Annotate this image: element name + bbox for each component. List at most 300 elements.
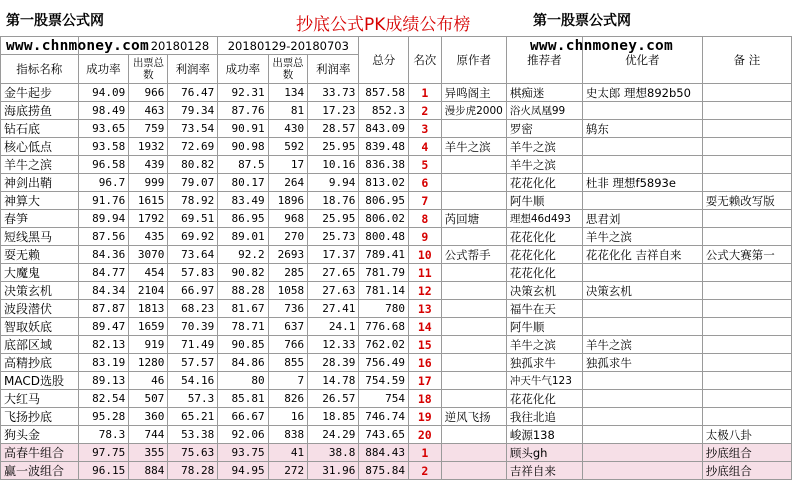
ticket-count-1-cell: 507: [129, 390, 168, 408]
success-rate-2-cell: 80.17: [218, 174, 268, 192]
ticket-count-2-cell: 1896: [268, 192, 308, 210]
total-score-cell: 776.68: [359, 318, 409, 336]
table-row: [1, 138, 792, 156]
recommender-cell: 棋痴迷: [506, 84, 582, 102]
col-header-success-2: 成功率: [218, 55, 268, 84]
profit-rate-1-cell: 78.28: [168, 462, 218, 480]
table-row: [1, 408, 792, 426]
brand-right: 第一股票公式网: [533, 13, 631, 29]
success-rate-2-cell: 90.98: [218, 138, 268, 156]
total-score-cell: 839.48: [359, 138, 409, 156]
success-rate-1-cell: 98.49: [78, 102, 129, 120]
success-rate-1-cell: 78.3: [78, 426, 129, 444]
ticket-count-2-cell: 968: [268, 210, 308, 228]
success-rate-2-cell: 93.75: [218, 444, 268, 462]
remark-cell: [702, 264, 791, 282]
recommender-cell: 阿牛顺: [506, 318, 582, 336]
profit-rate-2-cell: 25.95: [308, 138, 359, 156]
indicator-name-cell: 高春牛组合: [1, 444, 79, 462]
remark-cell: [702, 102, 791, 120]
total-score-cell: 857.58: [359, 84, 409, 102]
profit-rate-2-cell: 18.76: [308, 192, 359, 210]
success-rate-1-cell: 82.13: [78, 336, 129, 354]
table-row: [1, 228, 792, 246]
remark-cell: [702, 138, 791, 156]
success-rate-2-cell: 92.06: [218, 426, 268, 444]
total-score-cell: 789.41: [359, 246, 409, 264]
success-rate-1-cell: 97.75: [78, 444, 129, 462]
col-header-rank: 名次: [409, 37, 442, 84]
rank-cell: 20: [409, 426, 442, 444]
period-2-label: 20180129-20180703: [218, 37, 359, 55]
author-cell: [441, 120, 506, 138]
remark-cell: [702, 120, 791, 138]
rank-cell: 10: [409, 246, 442, 264]
indicator-name-cell: 耍无赖: [1, 246, 79, 264]
profit-rate-2-cell: 9.94: [308, 174, 359, 192]
ticket-count-2-cell: 270: [268, 228, 308, 246]
col-header-count-1: 出票总数: [129, 55, 168, 84]
ticket-count-2-cell: 81: [268, 102, 308, 120]
optimizer-cell: [582, 300, 702, 318]
rank-cell: 18: [409, 390, 442, 408]
optimizer-cell: 杜非 理想f5893e: [582, 174, 702, 192]
remark-cell: [702, 282, 791, 300]
ranking-rows: [1, 84, 792, 444]
indicator-name-cell: 赢一波组合: [1, 462, 79, 480]
table-row: [1, 426, 792, 444]
optimizer-cell: [582, 372, 702, 390]
success-rate-2-cell: 92.2: [218, 246, 268, 264]
col-header-total: 总分: [359, 37, 409, 84]
ticket-count-1-cell: 439: [129, 156, 168, 174]
ticket-count-2-cell: 285: [268, 264, 308, 282]
remark-cell: [702, 174, 791, 192]
indicator-name-cell: 高精抄底: [1, 354, 79, 372]
profit-rate-2-cell: 17.23: [308, 102, 359, 120]
success-rate-2-cell: 83.49: [218, 192, 268, 210]
table-row: [1, 120, 792, 138]
success-rate-2-cell: 78.71: [218, 318, 268, 336]
success-rate-1-cell: 83.19: [78, 354, 129, 372]
recommender-cell: 理想46d493: [506, 210, 582, 228]
col-header-author: 原作者: [441, 37, 506, 84]
optimizer-cell: [582, 102, 702, 120]
indicator-name-cell: 神剑出鞘: [1, 174, 79, 192]
success-rate-1-cell: 93.65: [78, 120, 129, 138]
profit-rate-1-cell: 57.57: [168, 354, 218, 372]
ticket-count-2-cell: 41: [268, 444, 308, 462]
ticket-count-2-cell: 592: [268, 138, 308, 156]
col-header-profit-1: 利润率: [168, 55, 218, 84]
rank-cell: 13: [409, 300, 442, 318]
ticket-count-2-cell: 838: [268, 426, 308, 444]
profit-rate-2-cell: 33.73: [308, 84, 359, 102]
table-row: [1, 192, 792, 210]
recommender-cell: 花花化化: [506, 246, 582, 264]
table-row: [1, 246, 792, 264]
profit-rate-1-cell: 53.38: [168, 426, 218, 444]
remark-cell: [702, 372, 791, 390]
success-rate-2-cell: 85.81: [218, 390, 268, 408]
success-rate-1-cell: 89.47: [78, 318, 129, 336]
optimizer-cell: [582, 156, 702, 174]
profit-rate-1-cell: 80.82: [168, 156, 218, 174]
recommender-cell: 吉祥自来: [506, 462, 582, 480]
rank-cell: 5: [409, 156, 442, 174]
table-row: [1, 282, 792, 300]
optimizer-cell: [582, 192, 702, 210]
success-rate-2-cell: 66.67: [218, 408, 268, 426]
rank-cell: 1: [409, 444, 442, 462]
remark-cell: 公式大赛第一: [702, 246, 791, 264]
ticket-count-2-cell: 637: [268, 318, 308, 336]
profit-rate-1-cell: 54.16: [168, 372, 218, 390]
total-score-cell: 746.74: [359, 408, 409, 426]
success-rate-1-cell: 94.09: [78, 84, 129, 102]
recommender-cell: 花花化化: [506, 228, 582, 246]
profit-rate-2-cell: 24.1: [308, 318, 359, 336]
recommender-cell: 独孤求牛: [506, 354, 582, 372]
table-row: [1, 156, 792, 174]
author-cell: 芮回塘: [441, 210, 506, 228]
success-rate-2-cell: 88.28: [218, 282, 268, 300]
author-cell: [441, 336, 506, 354]
author-cell: [441, 318, 506, 336]
remark-cell: [702, 408, 791, 426]
optimizer-cell: 独孤求牛: [582, 354, 702, 372]
rank-cell: 15: [409, 336, 442, 354]
col-header-indicator: 指标名称: [1, 55, 79, 84]
optimizer-cell: 羊牛之滨: [582, 336, 702, 354]
rank-cell: 8: [409, 210, 442, 228]
profit-rate-1-cell: 79.07: [168, 174, 218, 192]
indicator-name-cell: 决策玄机: [1, 282, 79, 300]
ticket-count-1-cell: 884: [129, 462, 168, 480]
page-title: 抄底公式PK成绩公布榜: [296, 15, 471, 35]
table-row: [1, 318, 792, 336]
author-cell: 逆风飞扬: [441, 408, 506, 426]
profit-rate-1-cell: 71.49: [168, 336, 218, 354]
profit-rate-1-cell: 72.69: [168, 138, 218, 156]
remark-cell: 抄底组合: [702, 444, 791, 462]
author-cell: 异鸣阁主: [441, 84, 506, 102]
success-rate-1-cell: 96.7: [78, 174, 129, 192]
total-score-cell: 800.48: [359, 228, 409, 246]
optimizer-cell: 思君刘: [582, 210, 702, 228]
ticket-count-1-cell: 744: [129, 426, 168, 444]
recommender-cell: 花花化化: [506, 264, 582, 282]
optimizer-cell: 史太郎 理想892b50: [582, 84, 702, 102]
indicator-name-cell: 底部区域: [1, 336, 79, 354]
success-rate-2-cell: 90.91: [218, 120, 268, 138]
total-score-cell: 884.43: [359, 444, 409, 462]
rank-cell: 3: [409, 120, 442, 138]
success-rate-1-cell: 96.15: [78, 462, 129, 480]
col-header-remark: 备 注: [702, 37, 791, 84]
indicator-name-cell: 波段潜伏: [1, 300, 79, 318]
optimizer-cell: [582, 408, 702, 426]
page-header: [0, 0, 792, 34]
watermark-url-left: www.chnmoney.com: [6, 38, 149, 54]
ticket-count-1-cell: 1615: [129, 192, 168, 210]
author-cell: 羊牛之滨: [441, 138, 506, 156]
success-rate-1-cell: 96.58: [78, 156, 129, 174]
ticket-count-1-cell: 46: [129, 372, 168, 390]
author-cell: [441, 354, 506, 372]
author-cell: [441, 426, 506, 444]
rank-cell: 1: [409, 84, 442, 102]
col-header-recommender: 推荐者: [506, 37, 582, 84]
profit-rate-1-cell: 73.64: [168, 246, 218, 264]
rank-cell: 14: [409, 318, 442, 336]
profit-rate-1-cell: 57.3: [168, 390, 218, 408]
remark-cell: 耍无赖改写版: [702, 192, 791, 210]
author-cell: [441, 156, 506, 174]
remark-cell: [702, 228, 791, 246]
total-score-cell: 813.02: [359, 174, 409, 192]
recommender-cell: 罗密: [506, 120, 582, 138]
ticket-count-2-cell: 272: [268, 462, 308, 480]
optimizer-cell: [582, 264, 702, 282]
success-rate-2-cell: 86.95: [218, 210, 268, 228]
total-score-cell: 843.09: [359, 120, 409, 138]
author-cell: [441, 282, 506, 300]
remark-cell: [702, 336, 791, 354]
total-score-cell: 756.49: [359, 354, 409, 372]
indicator-name-cell: 核心低点: [1, 138, 79, 156]
table-row: [1, 210, 792, 228]
remark-cell: [702, 156, 791, 174]
optimizer-cell: [582, 138, 702, 156]
total-score-cell: 743.65: [359, 426, 409, 444]
ticket-count-1-cell: 435: [129, 228, 168, 246]
success-rate-1-cell: 89.13: [78, 372, 129, 390]
profit-rate-2-cell: 18.85: [308, 408, 359, 426]
optimizer-cell: [582, 462, 702, 480]
ticket-count-2-cell: 264: [268, 174, 308, 192]
total-score-cell: 781.79: [359, 264, 409, 282]
rank-cell: 17: [409, 372, 442, 390]
profit-rate-2-cell: 26.57: [308, 390, 359, 408]
ticket-count-1-cell: 3070: [129, 246, 168, 264]
table-row: [1, 462, 792, 480]
table-row: [1, 444, 792, 462]
profit-rate-2-cell: 38.8: [308, 444, 359, 462]
recommender-cell: 羊牛之滨: [506, 138, 582, 156]
remark-cell: [702, 318, 791, 336]
success-rate-1-cell: 95.28: [78, 408, 129, 426]
profit-rate-2-cell: 25.95: [308, 210, 359, 228]
author-cell: [441, 300, 506, 318]
profit-rate-1-cell: 68.23: [168, 300, 218, 318]
ticket-count-1-cell: 759: [129, 120, 168, 138]
profit-rate-1-cell: 70.39: [168, 318, 218, 336]
rank-cell: 9: [409, 228, 442, 246]
table-row: [1, 84, 792, 102]
total-score-cell: 836.38: [359, 156, 409, 174]
col-header-profit-2: 利润率: [308, 55, 359, 84]
success-rate-1-cell: 91.76: [78, 192, 129, 210]
table-row: [1, 300, 792, 318]
indicator-name-cell: 春笋: [1, 210, 79, 228]
watermark-url-right: www.chnmoney.com: [530, 38, 673, 54]
rank-cell: 11: [409, 264, 442, 282]
success-rate-2-cell: 80: [218, 372, 268, 390]
recommender-cell: 羊牛之滨: [506, 336, 582, 354]
ticket-count-1-cell: 360: [129, 408, 168, 426]
success-rate-1-cell: 82.54: [78, 390, 129, 408]
author-cell: [441, 390, 506, 408]
author-cell: [441, 228, 506, 246]
col-header-optimizer: 优化者: [582, 37, 702, 84]
performance-table: [0, 36, 792, 480]
table-row: [1, 372, 792, 390]
ticket-count-1-cell: 1280: [129, 354, 168, 372]
success-rate-1-cell: 87.87: [78, 300, 129, 318]
indicator-name-cell: 神算大: [1, 192, 79, 210]
recommender-cell: 决策玄机: [506, 282, 582, 300]
remark-cell: 太极八卦: [702, 426, 791, 444]
recommender-cell: 花花化化: [506, 390, 582, 408]
success-rate-2-cell: 92.31: [218, 84, 268, 102]
author-cell: 漫步虎2000: [441, 102, 506, 120]
brand-left: 第一股票公式网: [6, 13, 104, 29]
profit-rate-2-cell: 12.33: [308, 336, 359, 354]
recommender-cell: 阿牛顺: [506, 192, 582, 210]
success-rate-1-cell: 93.58: [78, 138, 129, 156]
author-cell: [441, 264, 506, 282]
success-rate-1-cell: 87.56: [78, 228, 129, 246]
combo-rows: [1, 444, 792, 480]
col-header-success-1: 成功率: [78, 55, 129, 84]
ticket-count-2-cell: 16: [268, 408, 308, 426]
ticket-count-2-cell: 855: [268, 354, 308, 372]
optimizer-cell: 羊牛之滨: [582, 228, 702, 246]
ticket-count-2-cell: 134: [268, 84, 308, 102]
remark-cell: [702, 210, 791, 228]
ticket-count-1-cell: 1813: [129, 300, 168, 318]
author-cell: [441, 372, 506, 390]
recommender-cell: 我往北追: [506, 408, 582, 426]
optimizer-cell: 花花化化 吉祥自来: [582, 246, 702, 264]
ticket-count-1-cell: 1792: [129, 210, 168, 228]
profit-rate-1-cell: 69.92: [168, 228, 218, 246]
rank-cell: 2: [409, 462, 442, 480]
indicator-name-cell: 狗头金: [1, 426, 79, 444]
ticket-count-1-cell: 999: [129, 174, 168, 192]
profit-rate-2-cell: 28.39: [308, 354, 359, 372]
ticket-count-1-cell: 966: [129, 84, 168, 102]
success-rate-2-cell: 90.82: [218, 264, 268, 282]
total-score-cell: 762.02: [359, 336, 409, 354]
author-cell: 公式帮手: [441, 246, 506, 264]
profit-rate-1-cell: 57.83: [168, 264, 218, 282]
ticket-count-2-cell: 826: [268, 390, 308, 408]
success-rate-2-cell: 90.85: [218, 336, 268, 354]
ticket-count-1-cell: 1932: [129, 138, 168, 156]
profit-rate-2-cell: 31.96: [308, 462, 359, 480]
rank-cell: 12: [409, 282, 442, 300]
ticket-count-1-cell: 2104: [129, 282, 168, 300]
indicator-name-cell: 短线黑马: [1, 228, 79, 246]
table-row: [1, 336, 792, 354]
author-cell: [441, 192, 506, 210]
optimizer-cell: [582, 426, 702, 444]
recommender-cell: 浴火凤凰99: [506, 102, 582, 120]
success-rate-1-cell: 89.94: [78, 210, 129, 228]
success-rate-1-cell: 84.77: [78, 264, 129, 282]
optimizer-cell: [582, 318, 702, 336]
total-score-cell: 852.3: [359, 102, 409, 120]
remark-cell: 抄底组合: [702, 462, 791, 480]
table-row: [1, 102, 792, 120]
success-rate-1-cell: 84.34: [78, 282, 129, 300]
success-rate-1-cell: 84.36: [78, 246, 129, 264]
ticket-count-1-cell: 355: [129, 444, 168, 462]
table-row: [1, 354, 792, 372]
rank-cell: 16: [409, 354, 442, 372]
indicator-name-cell: 大红马: [1, 390, 79, 408]
rank-cell: 19: [409, 408, 442, 426]
ticket-count-2-cell: 736: [268, 300, 308, 318]
profit-rate-2-cell: 25.73: [308, 228, 359, 246]
profit-rate-1-cell: 69.51: [168, 210, 218, 228]
profit-rate-2-cell: 24.29: [308, 426, 359, 444]
col-header-count-2: 出票总数: [268, 55, 308, 84]
remark-cell: [702, 390, 791, 408]
ticket-count-2-cell: 430: [268, 120, 308, 138]
profit-rate-1-cell: 76.47: [168, 84, 218, 102]
ticket-count-1-cell: 1659: [129, 318, 168, 336]
profit-rate-1-cell: 65.21: [168, 408, 218, 426]
total-score-cell: 754.59: [359, 372, 409, 390]
ticket-count-2-cell: 2693: [268, 246, 308, 264]
profit-rate-2-cell: 27.65: [308, 264, 359, 282]
profit-rate-2-cell: 27.41: [308, 300, 359, 318]
ticket-count-2-cell: 17: [268, 156, 308, 174]
table-row: [1, 264, 792, 282]
success-rate-2-cell: 94.95: [218, 462, 268, 480]
total-score-cell: 806.02: [359, 210, 409, 228]
success-rate-2-cell: 87.76: [218, 102, 268, 120]
total-score-cell: 806.95: [359, 192, 409, 210]
profit-rate-2-cell: 17.37: [308, 246, 359, 264]
indicator-name-cell: 智取妖底: [1, 318, 79, 336]
period-1-label: 20180128: [78, 37, 218, 55]
profit-rate-2-cell: 27.63: [308, 282, 359, 300]
ticket-count-1-cell: 463: [129, 102, 168, 120]
ticket-count-1-cell: 454: [129, 264, 168, 282]
success-rate-2-cell: 81.67: [218, 300, 268, 318]
success-rate-2-cell: 87.5: [218, 156, 268, 174]
optimizer-cell: [582, 390, 702, 408]
profit-rate-1-cell: 78.92: [168, 192, 218, 210]
rank-cell: 4: [409, 138, 442, 156]
ticket-count-2-cell: 7: [268, 372, 308, 390]
total-score-cell: 875.84: [359, 462, 409, 480]
total-score-cell: 754: [359, 390, 409, 408]
profit-rate-2-cell: 10.16: [308, 156, 359, 174]
ticket-count-1-cell: 919: [129, 336, 168, 354]
rank-cell: 6: [409, 174, 442, 192]
table-row: [1, 390, 792, 408]
indicator-name-cell: MACD选股: [1, 372, 79, 390]
indicator-name-cell: 大魔鬼: [1, 264, 79, 282]
recommender-cell: 花花化化: [506, 174, 582, 192]
success-rate-2-cell: 84.86: [218, 354, 268, 372]
ticket-count-2-cell: 1058: [268, 282, 308, 300]
